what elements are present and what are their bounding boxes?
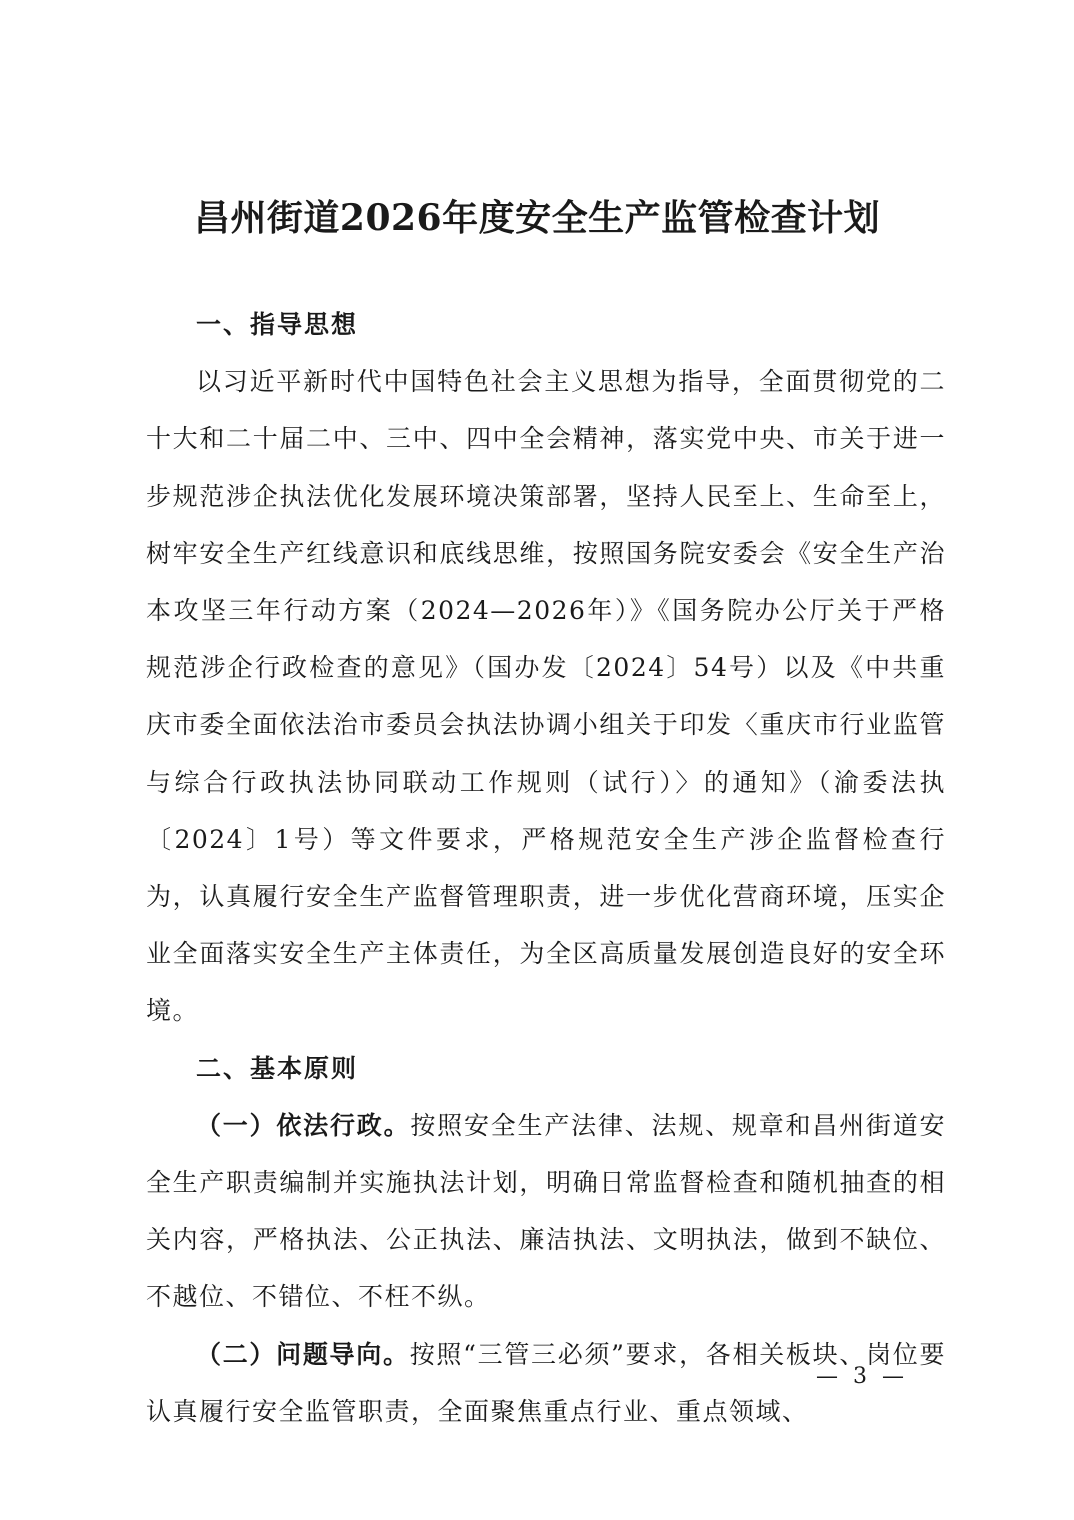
principle-1-heading: （一）依法行政。 [196,1110,411,1140]
page-number: — 3 — [816,1364,908,1389]
paragraph-guiding-ideology: 以习近平新时代中国特色社会主义思想为指导，全面贯彻党的二十大和二十届二中、三中、四中全会精神，落实党中央、市关于进一步规范涉企执法优化发展环境决策部署，坚持人民至上、生命至上，树牢安全生产红线意识和底线思维，按照国务院安委会《安全生产治本攻坚三年行动方案（2024—2026年）》《国务院办公厅关于严格规范涉企行政检查的意见》（国办发〔2024〕54号）以及《中共重庆市委全面依法治市委员会执法协调小组关于印发〈重庆市行业监管与综合行政执法协同联动工作规则（试行）〉的通知》（渝委法执〔2024〕1号）等文件要求，严格规范安全生产涉企监督检查行为，认真履行安全生产监督管理职责，进一步优化营商环境，压实企业全面落实安全生产主体责任，为全区高质量发展创造良好的安全环境。 [146,367,946,1026]
principle-1-text: 按照安全生产法律、法规、规章和昌州街道安全生产职责编制并实施执法计划，明确日常监督检查和随机抽查的相关内容，严格执法、公正执法、廉洁执法、文明执法，做到不缺位、不越位、不错位、不枉不纵。 [146,1110,946,1312]
section-heading-guiding-ideology: 一、指导思想 [196,310,359,339]
paragraph-principle-lawful-administration [146,1097,946,1326]
section-heading-basic-principles: 二、基本原则 [196,1053,359,1083]
document-title: 昌州街道2026年度安全生产监管检查计划 [193,197,881,239]
document-body [146,296,946,1440]
principle-2-text: 按照“三管三必须”要求，各相关板块、岗位要认真履行安全监管职责，全面聚焦重点行业、重点领域、 [146,1339,946,1426]
principle-2-heading: （二）问题导向。 [196,1339,410,1369]
